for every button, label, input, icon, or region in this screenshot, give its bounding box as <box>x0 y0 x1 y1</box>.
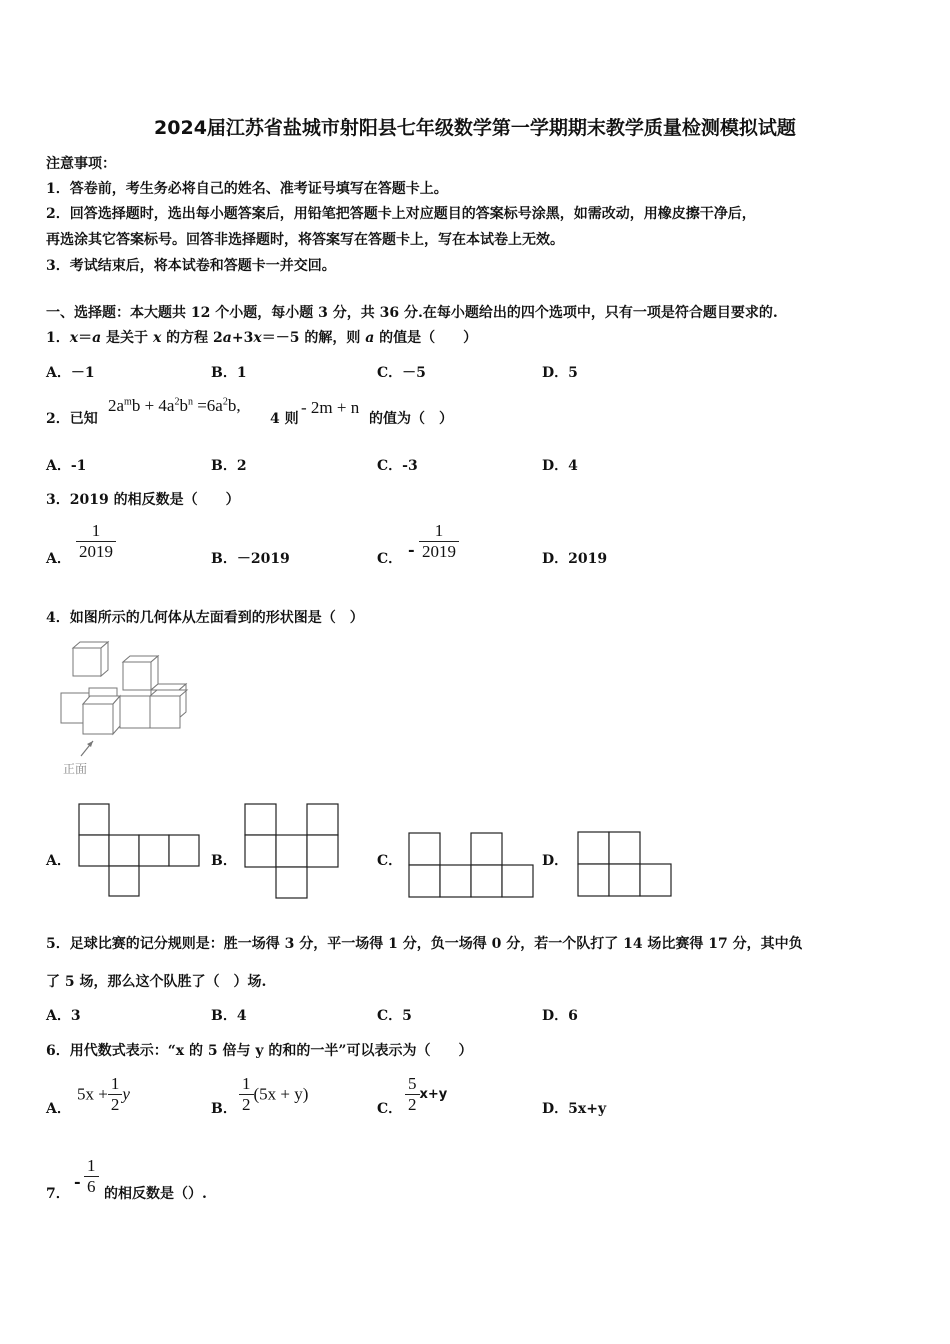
q3-option-a-fraction: $\frac{1}{2019}$ <box>76 521 116 562</box>
q1-option-c: C．－5 <box>377 365 426 381</box>
figure-cubes <box>61 642 187 734</box>
q3-option-b: B．－2019 <box>211 551 290 567</box>
question-7-sign: - <box>74 1172 81 1191</box>
q4-option-d: D． <box>542 853 569 869</box>
q2-option-c: C．-3 <box>377 458 418 474</box>
question-4-stem: 4．如图所示的几何体从左面看到的形状图是（ ） <box>46 610 364 626</box>
question-2-suffix: 的值为（ ） <box>369 411 453 427</box>
notice-item: 再选涂其它答案标号。回答非选择题时，将答案写在答题卡上，写在本试卷上无效。 <box>46 232 564 248</box>
question-7-prefix: 7． <box>46 1186 70 1202</box>
q1-option-d: D．5 <box>542 365 578 381</box>
question-6-stem: 6．用代数式表示：“x 的 5 倍与 y 的和的一半”可以表示为（ ） <box>46 1043 473 1059</box>
question-2-expression: - 2m + n <box>301 398 360 417</box>
question-2-equation: $2a^mb + 4a^2b^n =6a^2b$, <box>108 396 241 415</box>
q6-option-d: D．5x+y <box>542 1101 607 1117</box>
section-heading: 一、选择题：本大题共 12 个小题，每小题 3 分，共 36 分.在每小题给出的四个选项中，只有一项是符合题目要求的. <box>46 305 778 321</box>
q1-option-a: A．－1 <box>46 365 95 381</box>
q4-option-c: C． <box>377 853 403 869</box>
question-2-mid: 4 则 <box>270 411 299 427</box>
q2-option-b: B．2 <box>211 458 247 474</box>
q1-option-b: B．1 <box>211 365 247 381</box>
q5-option-b: B．4 <box>211 1008 247 1024</box>
q4-option-a-figure <box>78 803 200 897</box>
question-3-stem: 3．2019 的相反数是（ ） <box>46 492 240 508</box>
notice-item: 2．回答选择题时，选出每小题答案后，用铅笔把答题卡上对应题目的答案标号涂黑，如需改动，用橡皮擦干净后， <box>46 206 756 222</box>
front-label: 正面 <box>63 762 88 776</box>
q4-option-b: B． <box>211 853 237 869</box>
q3-option-a-label: A． <box>46 551 71 567</box>
q3-option-c-fraction: $\frac{1}{2019}$ <box>419 521 459 562</box>
page-title: 2024届江苏省盐城市射阳县七年级数学第一学期期末教学质量检测模拟试题 <box>154 117 796 139</box>
question-5-line-2: 了 5 场，那么这个队胜了（ ）场. <box>46 974 267 990</box>
notice-item: 3．考试结束后，将本试卷和答题卡一并交回。 <box>46 258 336 274</box>
q4-option-a: A． <box>46 853 71 869</box>
notice-item: 1．答卷前，考生务必将自己的姓名、准考证号填写在答题卡上。 <box>46 181 448 197</box>
q6-option-b-label: B． <box>211 1101 237 1117</box>
q6-option-a-expression: 5x + $\frac{1}{2}$ y <box>77 1074 130 1114</box>
q4-option-c-figure <box>408 832 534 898</box>
question-7-fraction: $\frac{1}{6}$ <box>84 1156 99 1197</box>
q6-option-c-label: C． <box>377 1101 403 1117</box>
arrow-head-icon <box>87 741 93 747</box>
q2-option-d: D．4 <box>542 458 578 474</box>
q5-option-d: D．6 <box>542 1008 578 1024</box>
solid-figure <box>56 638 206 778</box>
q4-option-d-figure <box>577 831 673 898</box>
q2-option-a: A．-1 <box>46 458 87 474</box>
q6-option-c-expression: $\frac{5}{2}$ x+y <box>405 1074 447 1115</box>
q3-option-c-sign: - <box>408 540 415 559</box>
q5-option-c: C．5 <box>377 1008 412 1024</box>
question-7-suffix: 的相反数是（）. <box>104 1186 207 1202</box>
notice-heading: 注意事项： <box>46 156 116 172</box>
question-2-prefix: 2．已知 <box>46 411 98 427</box>
q3-option-c-label: C． <box>377 551 403 567</box>
question-1-stem: 1．x＝a 是关于 x 的方程 2a+3x＝－5 的解，则 a 的值是（ ） <box>46 330 478 346</box>
q5-option-a: A．3 <box>46 1008 81 1024</box>
q6-option-a-label: A． <box>46 1101 71 1117</box>
q3-option-d: D．2019 <box>542 551 608 567</box>
q4-option-b-figure <box>244 803 339 899</box>
q6-option-b-expression: $\frac{1}{2}$ (5x + y) <box>239 1074 308 1115</box>
question-5-line-1: 5．足球比赛的记分规则是：胜一场得 3 分，平一场得 1 分，负一场得 0 分，若一个队打了 14 场比赛得 17 分，其中负 <box>46 936 803 952</box>
